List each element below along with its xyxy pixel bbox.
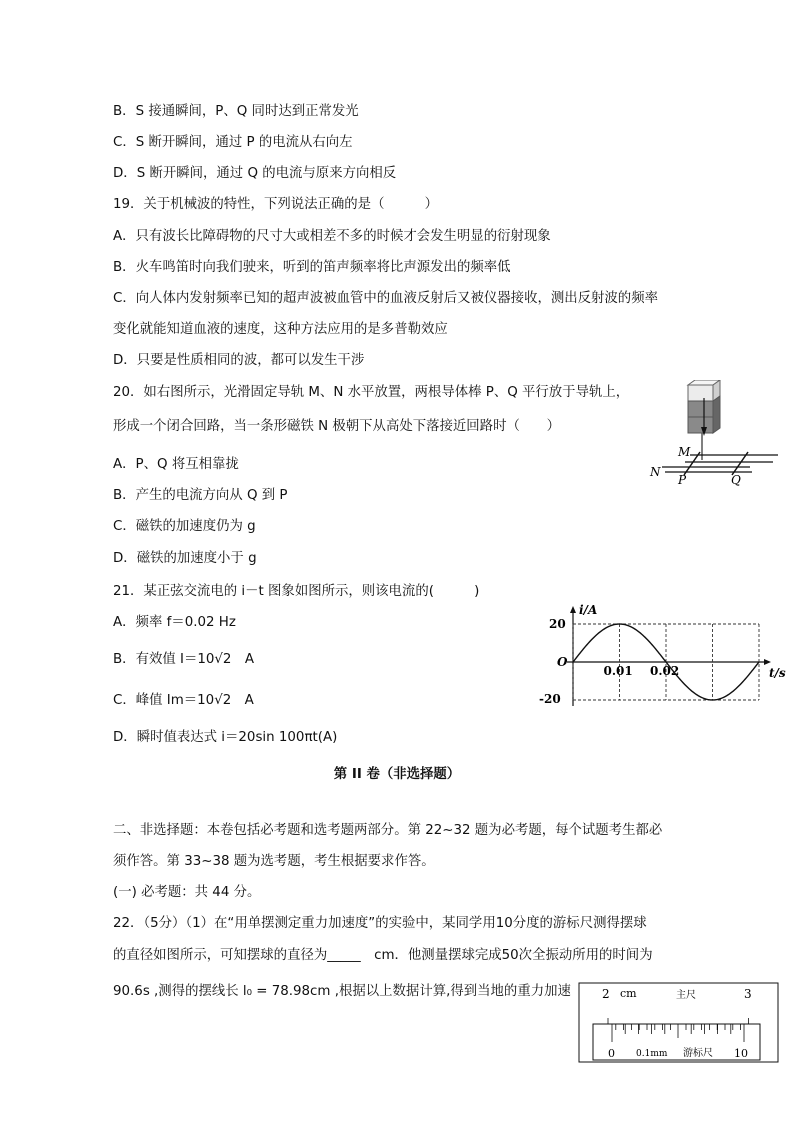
x-tick-label-002: 0.02 [650, 664, 680, 678]
q19-option-c-line2: 变化就能知道血液的速度，这种方法应用的是多普勒效应 [113, 322, 448, 337]
q18-option-c: C．S 断开瞬间，通过 P 的电流从右向左 [113, 135, 353, 150]
vernier-10: 10 [734, 1047, 748, 1060]
main-scale-label: 主尺 [676, 990, 696, 1001]
y-tick-label-20: 20 [549, 617, 566, 631]
q19-stem: 19．关于机械波的特性，下列说法正确的是（ ） [113, 197, 439, 212]
q19-option-b: B．火车鸣笛时向我们驶来，听到的笛声频率将比声源发出的频率低 [113, 260, 511, 275]
vernier-0: 0 [608, 1047, 615, 1060]
q20-stem-line2: 形成一个闭合回路，当一条形磁铁 N 极朝下从高处下落接近回路时（ ） [113, 419, 561, 434]
required-questions-heading: (一) 必考题：共 44 分。 [113, 885, 261, 900]
vernier-caliper-figure [578, 982, 780, 1064]
q19-option-a: A．只有波长比障碍物的尺寸大或相差不多的时候才会发生明显的衍射现象 [113, 229, 551, 244]
q20-option-c: C．磁铁的加速度仍为 g [113, 519, 256, 534]
y-axis-arrow [570, 606, 576, 613]
rail-label-n: N [650, 465, 661, 479]
sine-current-chart [535, 600, 790, 710]
main-scale-2: 2 [602, 987, 610, 1001]
rod-label-q: Q [731, 473, 741, 487]
x-axis-arrow [764, 659, 771, 665]
rail-label-m: M [678, 445, 691, 459]
main-scale-3: 3 [744, 987, 752, 1001]
q22-line3: 90.6s ,测得的摆线长 l₀ = 78.98cm ,根据以上数据计算,得到当地的重力加速 [113, 984, 571, 999]
q19-option-d: D．只要是性质相同的波，都可以发生干涉 [113, 353, 365, 368]
section-ii-intro-line2: 须作答。第 33~38 题为选考题，考生根据要求作答。 [113, 854, 435, 869]
q18-option-d: D．S 断开瞬间，通过 Q 的电流与原来方向相反 [113, 166, 397, 181]
q21-option-d: D．瞬时值表达式 i＝20sin 100πt(A) [113, 730, 338, 745]
vernier-label: 游标尺 [683, 1048, 713, 1059]
q20-option-a: A．P、Q 将互相靠拢 [113, 457, 239, 472]
q22-line2: 的直径如图所示，可知摆球的直径为_____ cm．他测量摆球完成50次全振动所用的时间为 [113, 948, 653, 963]
x-tick-label-001: 0.01 [603, 664, 633, 678]
origin-label: O [557, 655, 568, 669]
magnet-rails-figure [640, 380, 780, 490]
q22-line1: 22．（5分）（1）在“用单摆测定重力加速度”的实验中，某同学用10分度的游标尺测得摆球 [113, 916, 647, 931]
section-ii-intro-line1: 二、非选择题：本卷包括必考题和选考题两部分。第 22~32 题为必考题，每个试题考生都必 [113, 823, 663, 838]
q20-option-d: D．磁铁的加速度小于 g [113, 551, 257, 566]
y-axis-label: i/A [579, 603, 598, 617]
rod-label-p: P [678, 473, 687, 487]
section-ii-title: 第 II 卷（非选择题） [333, 767, 461, 782]
q18-option-b: B．S 接通瞬间，P、Q 同时达到正常发光 [113, 104, 359, 119]
q21-stem: 21．某正弦交流电的 i－t 图象如图所示，则该电流的( ) [113, 584, 480, 599]
vernier-precision: 0.1mm [636, 1049, 668, 1059]
q20-option-b: B．产生的电流方向从 Q 到 P [113, 488, 288, 503]
q21-option-c: C．峰值 Im＝10√2 A [113, 693, 254, 708]
q20-stem-line1: 20．如右图所示，光滑固定导轨 M、N 水平放置，两根导体棒 P、Q 平行放于导轨上， [113, 385, 630, 400]
x-axis-label: t/s [769, 666, 786, 680]
main-scale-unit: cm [620, 987, 637, 1000]
y-tick-label-neg20: -20 [539, 692, 561, 706]
q21-option-b: B．有效值 I＝10√2 A [113, 652, 254, 667]
q19-option-c-line1: C．向人体内发射频率已知的超声波被血管中的血液反射后又被仪器接收，测出反射波的频率 [113, 291, 658, 306]
q21-option-a: A．频率 f＝0.02 Hz [113, 615, 236, 630]
